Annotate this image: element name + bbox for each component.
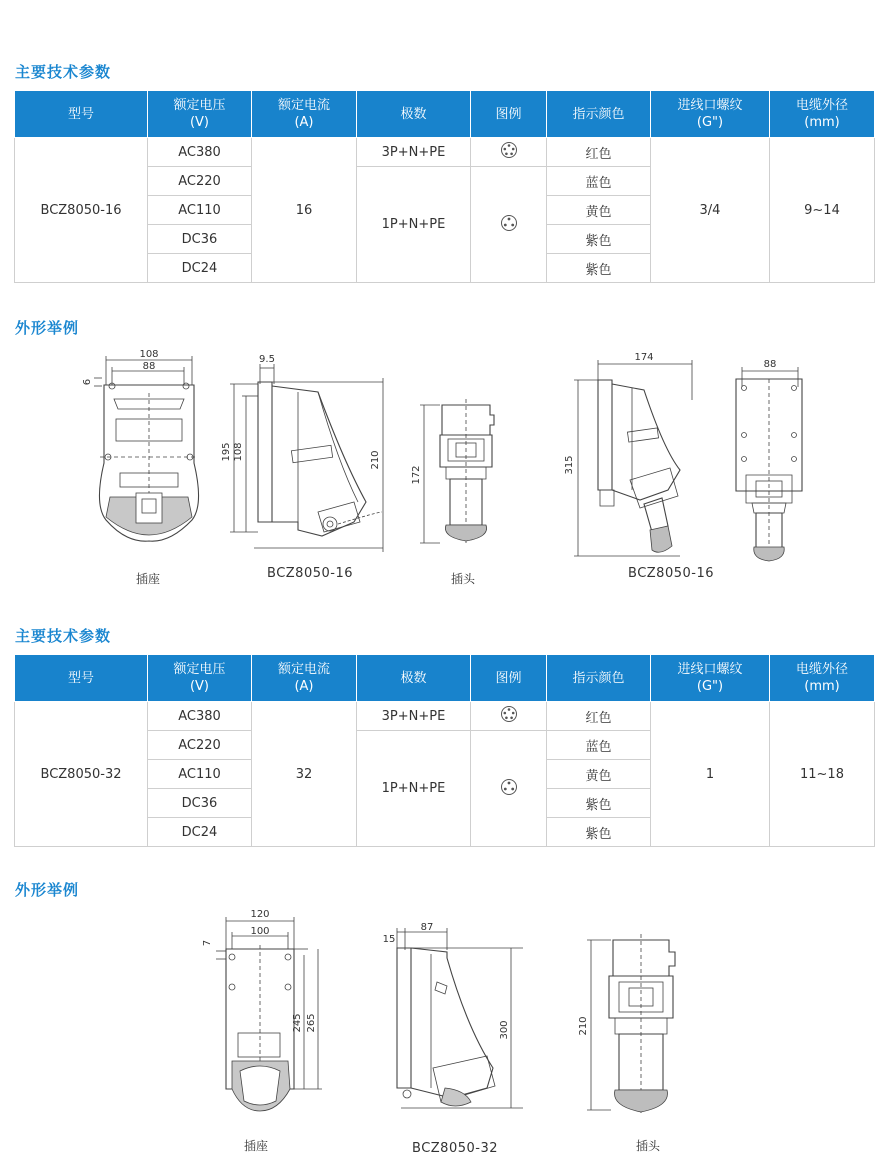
legend-cell — [471, 702, 547, 731]
dim-label: 210 — [370, 450, 381, 470]
cable-cell: 11~18 — [770, 702, 875, 847]
color-cell: 蓝色 — [547, 167, 651, 196]
socket-front-drawing-32 — [198, 905, 333, 1120]
section-title-outline-16: 外形举例 — [15, 319, 80, 337]
header-voltage: 额定电压 (V) — [148, 91, 252, 138]
voltage-cell: AC380 — [148, 702, 252, 731]
legend-cell — [471, 731, 547, 847]
caption-model-assembly-16: BCZ8050-16 — [628, 566, 714, 581]
dim-label: 315 — [564, 455, 575, 475]
voltage-cell: DC36 — [148, 789, 252, 818]
header-poles: 极数 — [357, 91, 471, 138]
assembly-front-drawing-16 — [722, 355, 812, 565]
thread-cell: 3/4 — [651, 138, 770, 283]
color-cell: 紫色 — [547, 225, 651, 254]
thread-cell: 1 — [651, 702, 770, 847]
header-model: 型号 — [15, 91, 148, 138]
color-cell: 黄色 — [547, 760, 651, 789]
current-cell: 16 — [252, 138, 357, 283]
voltage-cell: AC220 — [148, 167, 252, 196]
caption-model-socket-16: BCZ8050-16 — [267, 566, 353, 581]
voltage-cell: DC24 — [148, 254, 252, 283]
voltage-cell: AC110 — [148, 760, 252, 789]
table-header-row — [15, 655, 875, 702]
dim-label: 7 — [202, 939, 213, 947]
section-title-specs-32: 主要技术参数 — [15, 627, 112, 645]
model-cell: BCZ8050-16 — [15, 138, 148, 283]
three-pin-socket-icon — [500, 778, 518, 796]
dim-label: 108 — [139, 349, 159, 360]
poles-cell: 3P+N+PE — [357, 138, 471, 167]
caption-socket: 插座 — [135, 572, 160, 586]
header-voltage: 额定电压 (V) — [148, 655, 252, 702]
plug-drawing-32 — [573, 930, 688, 1120]
header-model: 型号 — [15, 655, 148, 702]
caption-model-socket-32: BCZ8050-32 — [412, 1141, 498, 1156]
current-cell: 32 — [252, 702, 357, 847]
three-pin-socket-icon — [500, 214, 518, 232]
poles-cell: 3P+N+PE — [357, 702, 471, 731]
color-cell: 红色 — [547, 138, 651, 167]
dim-label: 108 — [233, 442, 244, 462]
spec-table-16 — [14, 90, 875, 283]
caption-plug: 插头 — [635, 1139, 660, 1153]
five-pin-socket-icon — [500, 141, 518, 159]
header-current: 额定电流 (A) — [252, 91, 357, 138]
dim-label: 15 — [382, 934, 396, 945]
dim-label: 245 — [292, 1013, 303, 1033]
dim-label: 300 — [499, 1020, 510, 1040]
voltage-cell: DC24 — [148, 818, 252, 847]
table-header-row — [15, 91, 875, 138]
dim-label: 120 — [250, 909, 270, 920]
table-row — [15, 138, 875, 167]
voltage-cell: AC220 — [148, 731, 252, 760]
caption-socket: 插座 — [243, 1139, 268, 1153]
plug-drawing-16 — [410, 395, 500, 550]
color-cell: 紫色 — [547, 818, 651, 847]
dim-label: 9.5 — [259, 354, 275, 365]
dim-label: 174 — [634, 352, 654, 363]
color-cell: 紫色 — [547, 254, 651, 283]
header-thread: 进线口螺纹 (G") — [651, 655, 770, 702]
legend-cell — [471, 167, 547, 283]
color-cell: 黄色 — [547, 196, 651, 225]
dim-label: 172 — [411, 465, 422, 485]
section-title-specs-16: 主要技术参数 — [15, 63, 112, 81]
voltage-cell: AC110 — [148, 196, 252, 225]
dim-label: 87 — [420, 922, 434, 933]
assembly-side-drawing-16 — [560, 350, 700, 560]
legend-cell — [471, 138, 547, 167]
socket-front-drawing-16 — [80, 345, 205, 550]
socket-side-drawing-32 — [375, 918, 525, 1123]
header-cable: 电缆外径 (mm) — [770, 655, 875, 702]
dim-label: 88 — [142, 361, 156, 372]
cable-cell: 9~14 — [770, 138, 875, 283]
color-cell: 紫色 — [547, 789, 651, 818]
dim-label: 210 — [578, 1016, 589, 1036]
caption-plug: 插头 — [450, 572, 475, 586]
header-legend: 图例 — [471, 655, 547, 702]
header-cable: 电缆外径 (mm) — [770, 91, 875, 138]
header-thread: 进线口螺纹 (G") — [651, 91, 770, 138]
dim-label: 6 — [82, 378, 93, 386]
color-cell: 红色 — [547, 702, 651, 731]
voltage-cell: DC36 — [148, 225, 252, 254]
header-legend: 图例 — [471, 91, 547, 138]
color-cell: 蓝色 — [547, 731, 651, 760]
five-pin-socket-icon — [500, 705, 518, 723]
socket-side-drawing-16 — [218, 352, 393, 557]
header-current: 额定电流 (A) — [252, 655, 357, 702]
section-title-outline-32: 外形举例 — [15, 881, 80, 899]
poles-cell: 1P+N+PE — [357, 731, 471, 847]
table-row — [15, 702, 875, 731]
dim-label: 265 — [306, 1013, 317, 1033]
header-color: 指示颜色 — [547, 655, 651, 702]
header-poles: 极数 — [357, 655, 471, 702]
dim-label: 195 — [221, 442, 232, 462]
spec-table-32 — [14, 654, 875, 847]
voltage-cell: AC380 — [148, 138, 252, 167]
dim-label: 88 — [763, 359, 777, 370]
dim-label: 100 — [250, 926, 270, 937]
poles-cell: 1P+N+PE — [357, 167, 471, 283]
model-cell: BCZ8050-32 — [15, 702, 148, 847]
header-color: 指示颜色 — [547, 91, 651, 138]
